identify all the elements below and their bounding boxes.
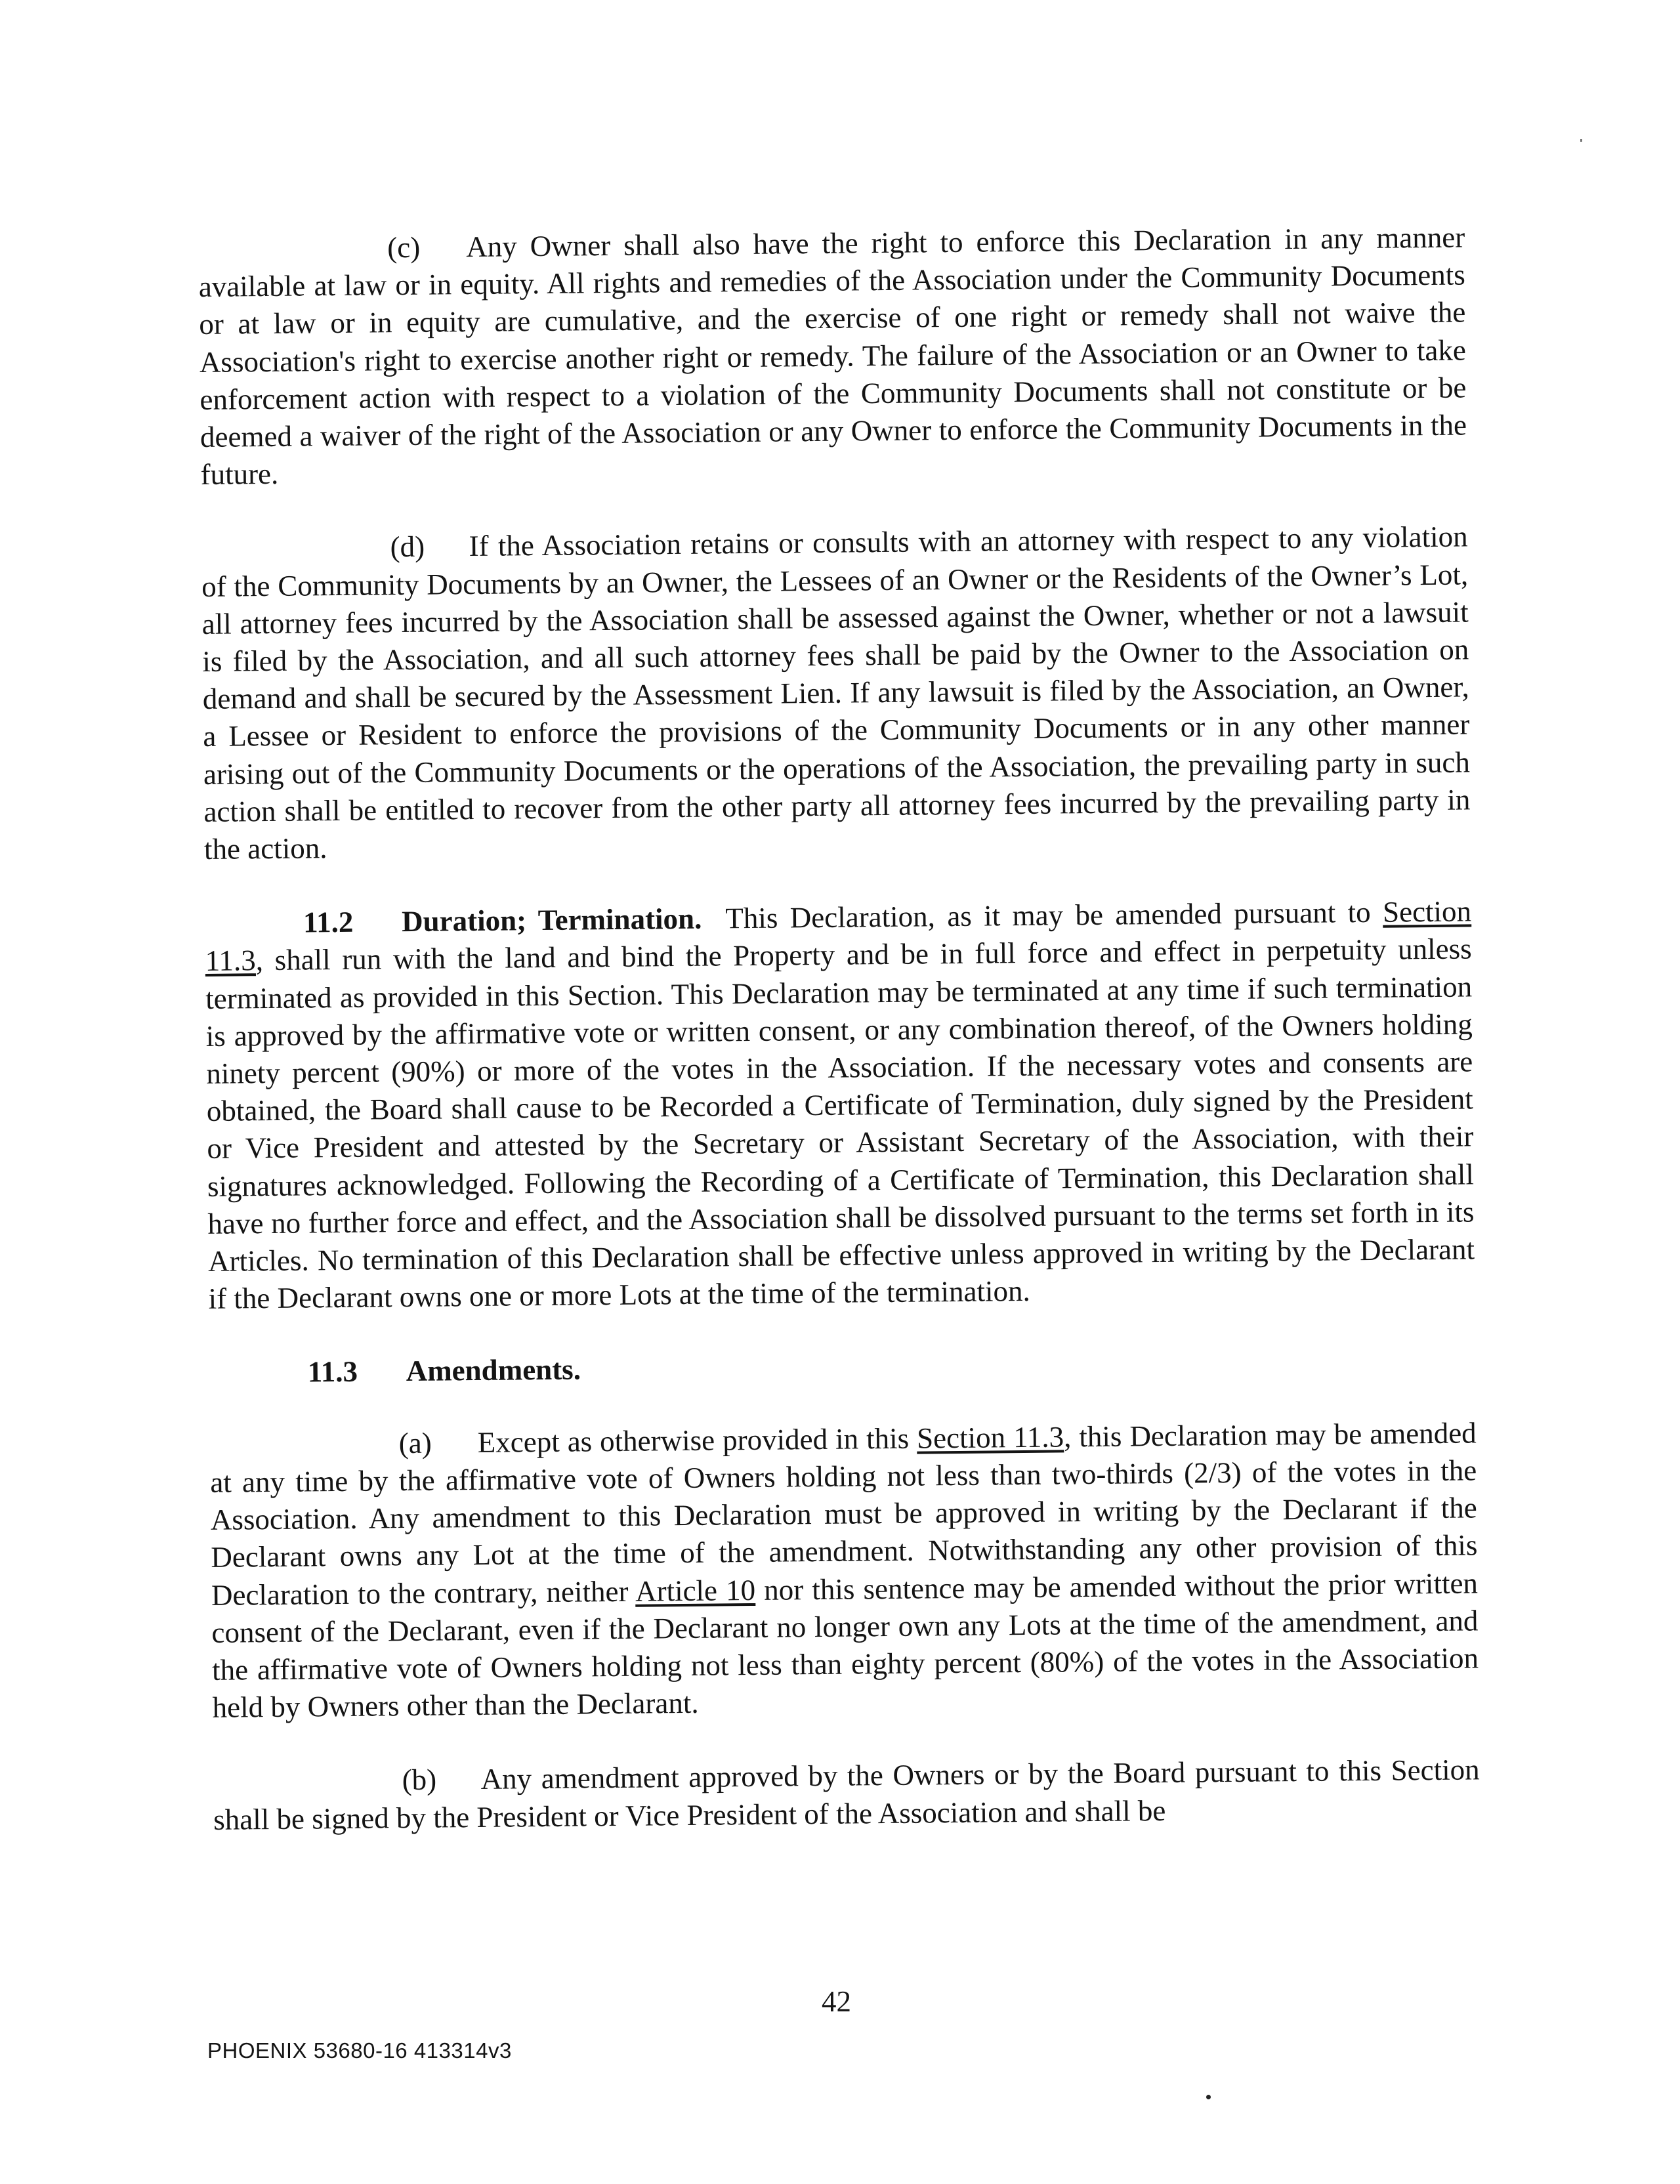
section-11-3-reference: Section 11.3 [205, 894, 1472, 978]
document-body [198, 219, 1480, 1838]
page-number: 42 [822, 1985, 851, 2018]
paragraph-a-label: (a) [398, 1426, 432, 1460]
article-10-reference: Article 10 [635, 1573, 756, 1608]
paragraph-a-rest: nor this sentence may be amended without the prior written consent of the Declarant, even if the Declarant no longer own any Lots at the time of the amendment, and the affirmative vote of Owners holding not less than eighty percent (80%) of the votes in the Association held by Owners other than the Declarant. [211, 1566, 1479, 1725]
paragraph-d [201, 518, 1471, 868]
section-11-2-number: 11.2 [303, 906, 354, 939]
paragraph-d-text: If the Association retains or consults with an attorney with respect to any violation of the Community Documents by an Owner, the Lessees of an Owner or the Residents of the Owner’s Lot, all attorney fees incurred by the Association shall be assessed against the Owner, whether or not a lawsuit is filed by the Association, and all such attorney fees shall be paid by the Owner to the Association on demand and shall be secured by the Assessment Lien. If any lawsuit is filed by the Association, an Owner, a Lessee or Resident to enforce the provisions of the Community Documents or in any other manner arising out of the Community Documents or the operations of the Association, the prevailing party in such action shall be entitled to recover from the other party all attorney fees incurred by the prevailing party in the action. [201, 520, 1471, 866]
scan-speck [1206, 2095, 1211, 2099]
paragraph-c [198, 219, 1467, 494]
paragraph-b [213, 1752, 1480, 1839]
paragraph-b-text: Any amendment approved by the Owners or by the Board pursuant to this Section shall be signed by the President or Vice President of the Association and shall be [213, 1753, 1480, 1836]
scan-speck-top [1580, 139, 1582, 142]
document-footer-id: PHOENIX 53680-16 413314v3 [207, 2038, 512, 2063]
section-11-3-reference-a: Section 11.3 [916, 1420, 1064, 1455]
section-11-3-number: 11.3 [307, 1355, 358, 1389]
section-11-3-title: Amendments. [406, 1353, 581, 1388]
section-11-2-intro: This Declaration, as it may be amended pursuant to [725, 896, 1371, 935]
paragraph-c-label: (c) [387, 230, 421, 264]
section-11-2 [205, 893, 1475, 1318]
section-11-2-text: , shall run with the land and bind the Property and be in full force and effect in perpetuity unless terminated as provided in this Section. This Declaration may be terminated at any time if such termination is approved by the affirmative vote or written consent, or any combination thereof, of the Owners holding ninety percent (90%) or more of the votes in the Association. If the necessary votes and consents are obtained, the Board shall cause to be Recorded a Certificate of Termination, duly signed by the President or Vice President and attested by the Secretary or Assistant Secretary of the Association, with their signatures acknowledged. Following the Recording of a Certificate of Termination, this Declaration shall have no further force and effect, and the Association shall be dissolved pursuant to the terms set forth in its Articles. No termination of this Declaration shall be effective unless approved in writing by the Declarant if the Declarant owns one or more Lots at the time of the termination. [205, 932, 1475, 1316]
section-11-3-heading [209, 1343, 1475, 1393]
paragraph-d-label: (d) [390, 530, 425, 564]
paragraph-a-middle: , this Declaration may be amended at any time by the affirmative vote of Owners holding not less than two-thirds (2/3) of the votes in the Association. Any amendment to this Declaration must be approved in writing by the Declarant if the Declarant owns any Lot at the time of the amendment. Notwithstanding any other provision of this Declaration to the contrary, neither [210, 1416, 1478, 1612]
paragraph-a [209, 1414, 1479, 1727]
section-11-2-title: Duration; Termination. [401, 902, 702, 938]
paragraph-c-text: Any Owner shall also have the right to enforce this Declaration in any manner available at law or in equity. All rights and remedies of the Association under the Community Documents or at law or in equity are cumulative, and the exercise of one right or remedy shall not waive the Association's right to exercise another right or remedy. The failure of the Association or an Owner to take enforcement action with respect to a violation of the Community Documents shall not constitute or be deemed a waiver of the right of the Association or any Owner to enforce the Community Documents in the future. [198, 220, 1467, 492]
paragraph-b-label: (b) [402, 1763, 437, 1797]
paragraph-a-intro: Except as otherwise provided in this [477, 1421, 910, 1459]
